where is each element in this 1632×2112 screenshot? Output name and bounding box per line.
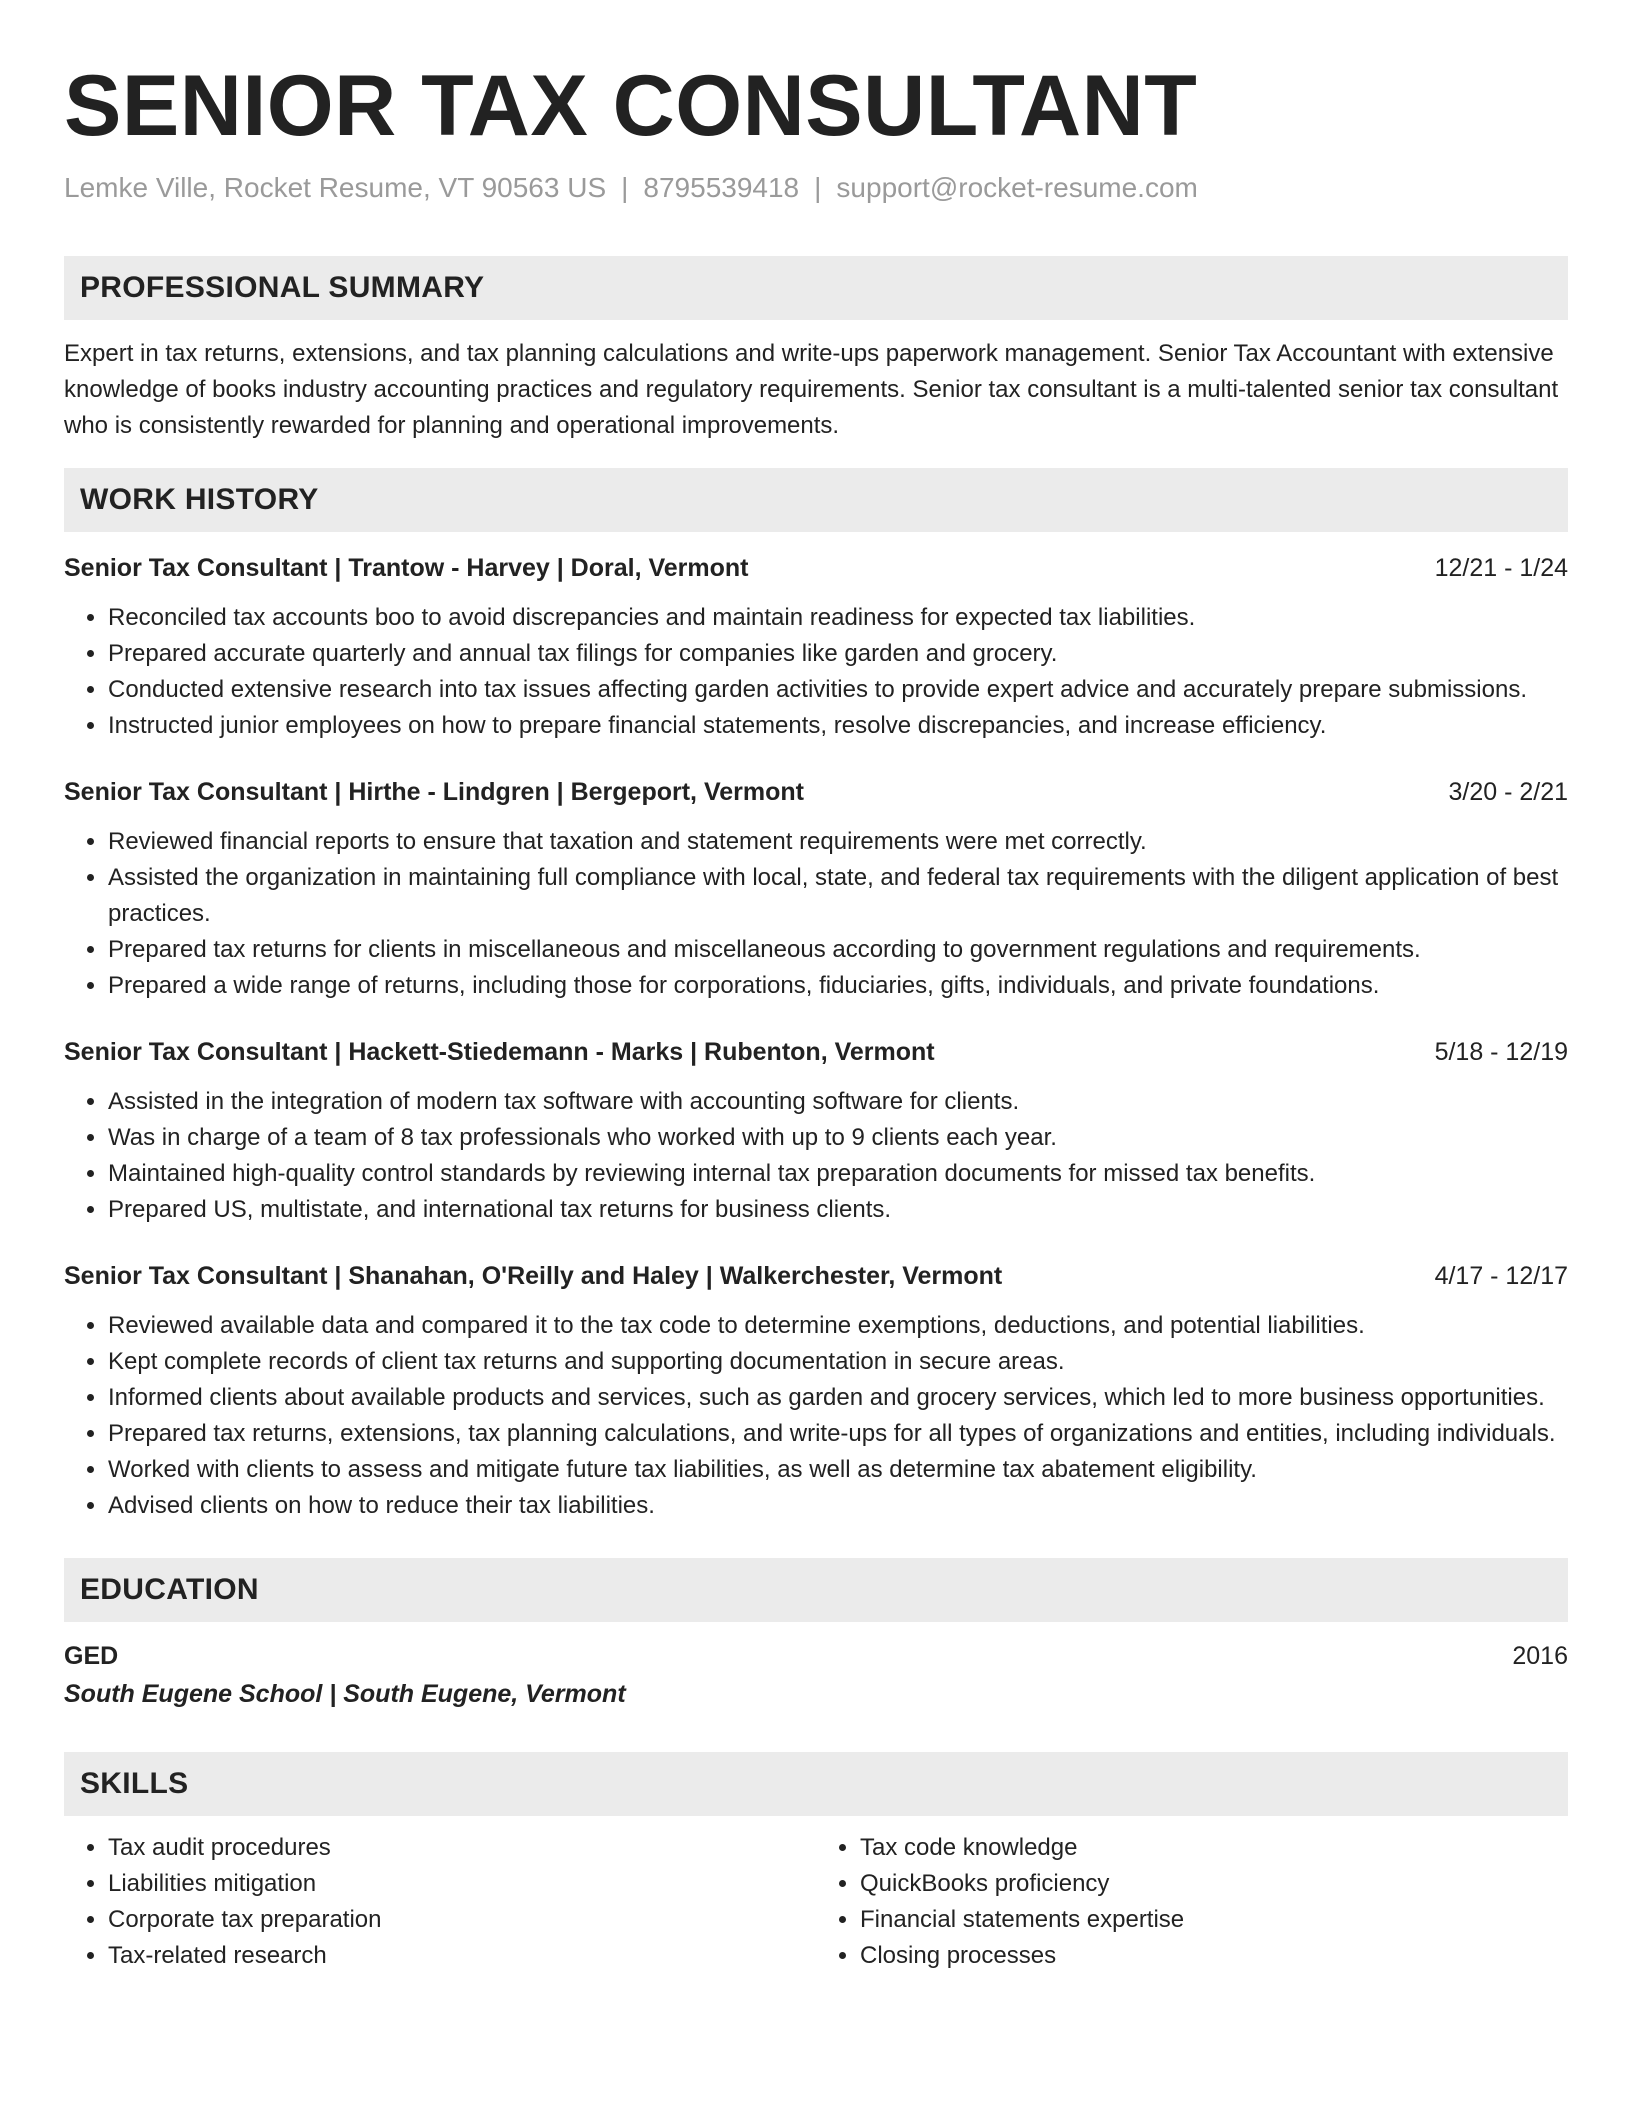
list-item: • Assisted the organization in maintaining full compliance with local, state, and federal tax requirements with the diligent application of best practices. — [108, 860, 1568, 932]
list-item: • Kept complete records of client tax returns and supporting documentation in secure areas. — [108, 1344, 1568, 1380]
list-item: • Conducted extensive research into tax issues affecting garden activities to provide expert advice and accurately prepare submissions. — [108, 672, 1568, 708]
list-item: • Corporate tax preparation — [108, 1902, 816, 1938]
list-item: • Prepared a wide range of returns, including those for corporations, fiduciaries, gifts, individuals, and private foundations. — [108, 968, 1568, 1004]
separator: | — [621, 172, 629, 203]
job-title: Senior Tax Consultant | Hirthe - Lindgren | Bergeport, Vermont — [64, 778, 804, 806]
section-header-work-history: WORK HISTORY — [64, 468, 1568, 532]
job-entry — [64, 550, 1568, 744]
list-item: • Reviewed available data and compared it to the tax code to determine exemptions, deductions, and potential liabilities. — [108, 1308, 1568, 1344]
job-bullets — [64, 600, 1568, 744]
list-item: • Financial statements expertise — [860, 1902, 1568, 1938]
list-item: • Worked with clients to assess and mitigate future tax liabilities, as well as determine tax abatement eligibility. — [108, 1452, 1568, 1488]
section-header-education: EDUCATION — [64, 1558, 1568, 1622]
list-item: • Was in charge of a team of 8 tax professionals who worked with up to 9 clients each year. — [108, 1120, 1568, 1156]
skills-column-right — [816, 1830, 1568, 1974]
list-item: • Prepared US, multistate, and international tax returns for business clients. — [108, 1192, 1568, 1228]
job-dates: 12/21 - 1/24 — [1434, 554, 1568, 582]
list-item: • Closing processes — [860, 1938, 1568, 1974]
job-entry — [64, 1034, 1568, 1228]
job-entry — [64, 774, 1568, 1004]
summary-text: Expert in tax returns, extensions, and tax planning calculations and write-ups paperwork management. Senior Tax Accountant with extensive knowledge of books industry accounting practices and regulatory requirements. Senior tax consultant is a multi-talented senior tax consultant who is consistently rewarded for planning and operational improvements. — [64, 340, 1559, 439]
job-entry — [64, 1258, 1568, 1524]
job-dates: 4/17 - 12/17 — [1434, 1262, 1568, 1290]
list-item: • Instructed junior employees on how to prepare financial statements, resolve discrepancies, and increase efficiency. — [108, 708, 1568, 744]
education-entry — [64, 1638, 1568, 1714]
list-item: • Advised clients on how to reduce their tax liabilities. — [108, 1488, 1568, 1524]
education-year: 2016 — [1512, 1642, 1568, 1670]
contact-line — [64, 170, 1568, 206]
job-header — [64, 550, 1568, 586]
job-title: Senior Tax Consultant | Trantow - Harvey | Doral, Vermont — [64, 554, 749, 582]
section-header-summary: PROFESSIONAL SUMMARY — [64, 256, 1568, 320]
email-link[interactable]: support@rocket-resume.com — [836, 172, 1198, 203]
phone: 8795539418 — [643, 172, 800, 203]
list-item: • Prepared accurate quarterly and annual tax filings for companies like garden and grocery. — [108, 636, 1568, 672]
list-item: • QuickBooks proficiency — [860, 1866, 1568, 1902]
list-item: • Informed clients about available products and services, such as garden and grocery services, which led to more business opportunities. — [108, 1380, 1568, 1416]
job-header — [64, 774, 1568, 810]
list-item: • Maintained high-quality control standards by reviewing internal tax preparation documents for missed tax benefits. — [108, 1156, 1568, 1192]
skills-column-left — [64, 1830, 816, 1974]
page-title: SENIOR TAX CONSULTANT — [64, 58, 1198, 154]
list-item: • Reconciled tax accounts boo to avoid discrepancies and maintain readiness for expected tax liabilities. — [108, 600, 1568, 636]
job-bullets — [64, 1084, 1568, 1228]
education-degree: GED — [64, 1642, 119, 1670]
list-item: • Tax audit procedures — [108, 1830, 816, 1866]
address: Lemke Ville, Rocket Resume, VT 90563 US — [64, 172, 607, 203]
skills-list — [64, 1830, 1568, 1974]
section-header-skills: SKILLS — [64, 1752, 1568, 1816]
job-bullets — [64, 824, 1568, 1004]
job-dates: 5/18 - 12/19 — [1434, 1038, 1568, 1066]
list-item: • Prepared tax returns, extensions, tax planning calculations, and write-ups for all types of organizations and entities, including individuals. — [108, 1416, 1568, 1452]
job-title: Senior Tax Consultant | Shanahan, O'Reilly and Haley | Walkerchester, Vermont — [64, 1262, 1003, 1290]
list-item: • Tax code knowledge — [860, 1830, 1568, 1866]
education-school: South Eugene School | South Eugene, Vermont — [64, 1680, 626, 1708]
list-item: • Reviewed financial reports to ensure that taxation and statement requirements were met correctly. — [108, 824, 1568, 860]
list-item: • Prepared tax returns for clients in miscellaneous and miscellaneous according to government regulations and requirements. — [108, 932, 1568, 968]
list-item: • Assisted in the integration of modern tax software with accounting software for clients. — [108, 1084, 1568, 1120]
job-header — [64, 1258, 1568, 1294]
job-bullets — [64, 1308, 1568, 1524]
job-title: Senior Tax Consultant | Hackett-Stiedemann - Marks | Rubenton, Vermont — [64, 1038, 935, 1066]
job-header — [64, 1034, 1568, 1070]
job-dates: 3/20 - 2/21 — [1448, 778, 1568, 806]
education-header — [64, 1638, 1568, 1674]
list-item: • Tax-related research — [108, 1938, 816, 1974]
separator: | — [814, 172, 822, 203]
list-item: • Liabilities mitigation — [108, 1866, 816, 1902]
